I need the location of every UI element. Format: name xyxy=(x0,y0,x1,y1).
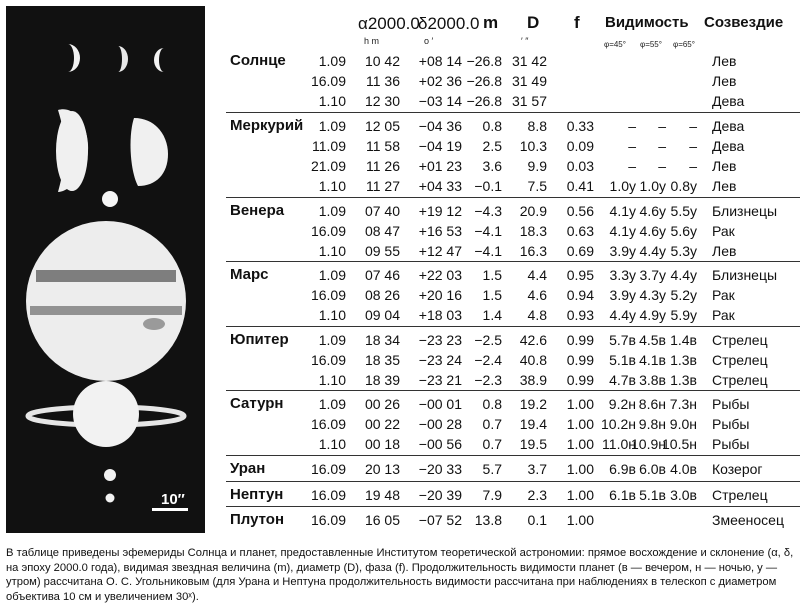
header-dec: δ2000.0 xyxy=(418,14,480,33)
cell-m: 0.7 xyxy=(482,436,502,452)
cell-date: 1.10 xyxy=(318,436,346,452)
cell-dec: +08 14 xyxy=(418,53,462,69)
cell-c: Рак xyxy=(712,223,735,239)
cell-date: 16.09 xyxy=(310,461,346,477)
cell-v3: 5.3у xyxy=(670,243,697,259)
cell-date: 1.09 xyxy=(318,203,346,219)
cell-dec: +16 53 xyxy=(418,223,462,239)
header-mag: m xyxy=(483,13,499,32)
cell-date: 1.10 xyxy=(318,178,346,194)
cell-f: 0.99 xyxy=(566,352,594,368)
cell-m: −2.5 xyxy=(474,332,502,348)
cell-c: Козерог xyxy=(712,461,763,477)
cell-f: 0.95 xyxy=(566,267,594,283)
group-separator xyxy=(226,455,800,456)
cell-ra: 12 30 xyxy=(364,93,400,109)
cell-v2: 8.6н xyxy=(638,396,666,412)
cell-c: Близнецы xyxy=(712,203,778,219)
cell-ra: 20 13 xyxy=(364,461,400,477)
cell-m: −2.3 xyxy=(474,372,502,388)
cell-v2: 4.6у xyxy=(639,223,666,239)
group-separator xyxy=(226,326,800,327)
cell-date: 1.10 xyxy=(318,93,346,109)
scale-bar xyxy=(152,508,188,511)
planet-name: Плутон xyxy=(230,511,285,528)
cell-c: Стрелец xyxy=(712,487,768,503)
header-diam-units: ′ ″ xyxy=(521,36,529,46)
cell-date: 11.09 xyxy=(312,138,346,154)
cell-date: 1.09 xyxy=(318,267,346,283)
cell-dec: −03 14 xyxy=(418,93,462,109)
cell-d: 4.4 xyxy=(527,267,547,283)
cell-c: Лев xyxy=(712,53,737,69)
cell-date: 16.09 xyxy=(310,487,346,503)
jupiter-red-spot xyxy=(143,318,165,330)
group-separator xyxy=(226,112,800,113)
group-separator xyxy=(226,197,800,198)
cell-f: 1.00 xyxy=(566,461,594,477)
jupiter-disc xyxy=(26,221,186,381)
cell-date: 1.10 xyxy=(318,243,346,259)
cell-v1: 1.0у xyxy=(609,178,636,194)
cell-date: 1.09 xyxy=(318,332,346,348)
planet-name: Венера xyxy=(230,202,285,219)
cell-d: 20.9 xyxy=(519,203,547,219)
cell-d: 10.3 xyxy=(519,138,547,154)
neptune-disc xyxy=(106,494,115,503)
cell-c: Лев xyxy=(712,178,737,194)
planet-name: Нептун xyxy=(230,486,284,503)
cell-c: Лев xyxy=(712,73,737,89)
cell-d: 18.3 xyxy=(519,223,547,239)
cell-ra: 19 48 xyxy=(364,487,400,503)
cell-v2: 5.1в xyxy=(639,487,666,503)
cell-ra: 00 22 xyxy=(364,416,400,432)
cell-d: 19.5 xyxy=(519,436,547,452)
cell-v3: 5.5у xyxy=(670,203,697,219)
group-separator xyxy=(226,506,800,507)
cell-f: 0.63 xyxy=(566,223,594,239)
cell-c: Змееносец xyxy=(712,512,784,528)
mars-disc xyxy=(102,191,118,207)
cell-c: Лев xyxy=(712,158,737,174)
cell-d: 3.7 xyxy=(527,461,547,477)
cell-c: Стрелец xyxy=(712,332,768,348)
cell-m: −26.8 xyxy=(466,53,502,69)
cell-dec: −20 33 xyxy=(418,461,462,477)
cell-d: 42.6 xyxy=(519,332,547,348)
cell-ra: 11 58 xyxy=(366,138,400,154)
cell-dec: −20 39 xyxy=(418,487,462,503)
planet-discs xyxy=(6,6,205,533)
cell-d: 31 49 xyxy=(511,73,547,89)
cell-date: 16.09 xyxy=(310,416,346,432)
cell-f: 0.69 xyxy=(566,243,594,259)
cell-m: 0.7 xyxy=(482,416,502,432)
uranus-disc xyxy=(104,469,116,481)
cell-f: 1.00 xyxy=(566,396,594,412)
cell-v2: 1.0у xyxy=(639,178,666,194)
cell-m: 7.9 xyxy=(482,487,502,503)
cell-ra: 12 05 xyxy=(364,118,400,134)
cell-date: 16.09 xyxy=(310,352,346,368)
cell-v3: – xyxy=(689,118,697,134)
caption-text: В таблице приведены эфемериды Солнца и планет, предоставленные Институтом теоретической астрономии: прямое восхождение и склонение (α, δ, на эпоху 2000.0 года), видимая звездная величина (m), диаметр (D), фаза (f). Продолжительность видимости планет (в — вечером, н — ночью, у — утром) рассчитана О. С. Угольниковым (для Урана и Нептуна продолжительность видимости рассчитана при наблюдениях в телескоп с диаметром объектива 10 см и увеличением 30ˣ). xyxy=(6,547,794,603)
header-phase: f xyxy=(574,13,580,32)
cell-f: 0.33 xyxy=(566,118,594,134)
cell-ra: 18 39 xyxy=(364,372,400,388)
cell-f: 1.00 xyxy=(566,436,594,452)
planet-name: Марс xyxy=(230,266,269,283)
cell-v2: – xyxy=(658,118,666,134)
cell-d: 4.6 xyxy=(527,287,547,303)
cell-ra: 00 18 xyxy=(364,436,400,452)
header-ra-units: h m xyxy=(364,36,380,46)
cell-v1: 4.7в xyxy=(609,372,636,388)
header-vis-55: φ=55° xyxy=(640,40,662,49)
cell-f: 0.94 xyxy=(566,287,594,303)
cell-f: 0.93 xyxy=(566,307,594,323)
cell-date: 16.09 xyxy=(310,73,346,89)
cell-dec: +22 03 xyxy=(418,267,462,283)
cell-v3: 1.3в xyxy=(670,352,697,368)
cell-m: −26.8 xyxy=(466,93,502,109)
cell-v1: 10.2н xyxy=(601,416,636,432)
cell-m: 1.5 xyxy=(482,267,502,283)
cell-date: 16.09 xyxy=(310,512,346,528)
cell-d: 0.1 xyxy=(527,512,547,528)
cell-ra: 11 26 xyxy=(366,158,400,174)
cell-f: 1.00 xyxy=(566,416,594,432)
cell-v1: – xyxy=(628,158,636,174)
cell-f: 1.00 xyxy=(566,512,594,528)
cell-v1: 6.9в xyxy=(609,461,636,477)
mercury-crescent-mid xyxy=(118,46,128,72)
cell-f: 0.41 xyxy=(566,178,594,194)
cell-ra: 08 26 xyxy=(364,287,400,303)
cell-m: 2.5 xyxy=(482,138,502,154)
planet-name: Солнце xyxy=(230,52,286,69)
cell-m: −4.3 xyxy=(474,203,502,219)
cell-d: 16.3 xyxy=(519,243,547,259)
cell-v2: 4.3у xyxy=(639,287,666,303)
cell-v3: 4.4у xyxy=(670,267,697,283)
header-vis-65: φ=65° xyxy=(673,40,695,49)
group-separator xyxy=(226,390,800,391)
cell-dec: +04 33 xyxy=(418,178,462,194)
cell-c: Близнецы xyxy=(712,267,778,283)
cell-v3: 5.9у xyxy=(670,307,697,323)
cell-v1: 5.1в xyxy=(609,352,636,368)
cell-f: 1.00 xyxy=(566,487,594,503)
planet-illustration-panel xyxy=(6,6,205,533)
cell-ra: 11 36 xyxy=(366,73,400,89)
header-vis-45: φ=45° xyxy=(604,40,626,49)
cell-v3: 0.8у xyxy=(670,178,697,194)
cell-d: 2.3 xyxy=(527,487,547,503)
cell-date: 21.09 xyxy=(310,158,346,174)
cell-d: 19.4 xyxy=(519,416,547,432)
cell-m: 1.4 xyxy=(482,307,502,323)
cell-v1: 4.4у xyxy=(609,307,636,323)
cell-v3: 1.4в xyxy=(670,332,697,348)
jupiter-band-north xyxy=(36,270,176,282)
cell-c: Рыбы xyxy=(712,436,750,452)
cell-dec: +02 36 xyxy=(418,73,462,89)
cell-m: −4.1 xyxy=(474,223,502,239)
cell-ra: 18 34 xyxy=(364,332,400,348)
cell-c: Стрелец xyxy=(712,372,768,388)
cell-v1: 4.1у xyxy=(609,203,636,219)
venus-large-body xyxy=(56,111,88,191)
cell-dec: −04 36 xyxy=(418,118,462,134)
cell-dec: −07 52 xyxy=(418,512,462,528)
cell-ra: 10 42 xyxy=(364,53,400,69)
cell-dec: −00 01 xyxy=(418,396,462,412)
planet-name: Сатурн xyxy=(230,395,284,412)
cell-ra: 16 05 xyxy=(364,512,400,528)
planet-name: Юпитер xyxy=(230,331,289,348)
cell-f: 0.09 xyxy=(566,138,594,154)
header-visibility: Видимость xyxy=(605,14,689,31)
cell-dec: −04 19 xyxy=(418,138,462,154)
cell-v2: 4.6у xyxy=(639,203,666,219)
cell-v3: – xyxy=(689,158,697,174)
saturn-disc xyxy=(73,381,139,447)
cell-ra: 07 46 xyxy=(364,267,400,283)
cell-dec: −00 56 xyxy=(418,436,462,452)
cell-c: Дева xyxy=(712,118,745,134)
cell-c: Рак xyxy=(712,307,735,323)
cell-c: Лев xyxy=(712,243,737,259)
mercury-crescent-right xyxy=(154,48,164,72)
cell-m: −2.4 xyxy=(474,352,502,368)
cell-date: 1.10 xyxy=(318,307,346,323)
cell-v2: 4.5в xyxy=(639,332,666,348)
cell-ra: 11 27 xyxy=(366,178,400,194)
jupiter-band-south xyxy=(30,306,182,315)
cell-v2: – xyxy=(658,158,666,174)
cell-ra: 08 47 xyxy=(364,223,400,239)
cell-d: 4.8 xyxy=(527,307,547,323)
cell-f: 0.56 xyxy=(566,203,594,219)
cell-m: 0.8 xyxy=(482,118,502,134)
cell-v3: 4.0в xyxy=(670,461,697,477)
cell-v2: 4.4у xyxy=(639,243,666,259)
cell-v3: 3.0в xyxy=(670,487,697,503)
cell-v2: 3.7у xyxy=(639,267,666,283)
cell-c: Рыбы xyxy=(712,416,750,432)
cell-v1: – xyxy=(628,118,636,134)
cell-c: Рыбы xyxy=(712,396,750,412)
cell-d: 38.9 xyxy=(519,372,547,388)
group-separator xyxy=(226,261,800,262)
cell-f: 0.99 xyxy=(566,332,594,348)
cell-c: Дева xyxy=(712,138,745,154)
scale-label: 10″ xyxy=(161,491,185,508)
cell-c: Дева xyxy=(712,93,745,109)
planet-name: Уран xyxy=(230,460,266,477)
cell-date: 16.09 xyxy=(310,287,346,303)
cell-date: 1.09 xyxy=(318,53,346,69)
cell-m: 0.8 xyxy=(482,396,502,412)
header-diam: D xyxy=(527,13,540,32)
cell-dec: +20 16 xyxy=(418,287,462,303)
cell-v3: 5.2у xyxy=(670,287,697,303)
mercury-crescent-left xyxy=(68,44,80,72)
cell-m: −4.1 xyxy=(474,243,502,259)
cell-f: 0.99 xyxy=(566,372,594,388)
cell-m: −26.8 xyxy=(466,73,502,89)
cell-v1: 9.2н xyxy=(608,396,636,412)
cell-date: 16.09 xyxy=(310,223,346,239)
cell-v2: – xyxy=(658,138,666,154)
cell-date: 1.10 xyxy=(318,372,346,388)
cell-dec: +19 12 xyxy=(418,203,462,219)
venus-small xyxy=(131,118,168,186)
cell-v2: 10.9н xyxy=(631,436,666,452)
cell-v3: 7.3н xyxy=(669,396,697,412)
cell-v3: 5.6у xyxy=(670,223,697,239)
cell-d: 7.5 xyxy=(527,178,547,194)
cell-m: 5.7 xyxy=(482,461,502,477)
cell-v3: 9.0н xyxy=(669,416,697,432)
cell-v3: – xyxy=(689,138,697,154)
cell-ra: 09 55 xyxy=(364,243,400,259)
cell-dec: +12 47 xyxy=(418,243,462,259)
cell-v3: 10.5н xyxy=(662,436,697,452)
cell-dec: −23 23 xyxy=(418,332,462,348)
cell-dec: −23 21 xyxy=(418,372,462,388)
cell-m: 3.6 xyxy=(482,158,502,174)
header-dec-units: о ′ xyxy=(424,36,434,46)
cell-d: 31 42 xyxy=(511,53,547,69)
cell-v2: 4.9у xyxy=(639,307,666,323)
cell-v1: 4.1у xyxy=(609,223,636,239)
cell-v1: 3.3у xyxy=(609,267,636,283)
cell-ra: 07 40 xyxy=(364,203,400,219)
cell-dec: −23 24 xyxy=(418,352,462,368)
cell-dec: −00 28 xyxy=(418,416,462,432)
cell-v1: 3.9у xyxy=(609,243,636,259)
header-constellation: Созвездие xyxy=(704,14,784,31)
cell-v1: 5.7в xyxy=(609,332,636,348)
cell-ra: 00 26 xyxy=(364,396,400,412)
cell-v1: – xyxy=(628,138,636,154)
planet-name: Меркурий xyxy=(230,117,304,134)
cell-dec: +18 03 xyxy=(418,307,462,323)
cell-d: 8.8 xyxy=(527,118,547,134)
cell-v2: 6.0в xyxy=(639,461,666,477)
cell-c: Рак xyxy=(712,287,735,303)
cell-ra: 09 04 xyxy=(364,307,400,323)
cell-m: 13.8 xyxy=(474,512,502,528)
cell-v2: 9.8н xyxy=(638,416,666,432)
cell-f: 0.03 xyxy=(566,158,594,174)
cell-date: 1.09 xyxy=(318,118,346,134)
header-ra: α2000.0 xyxy=(358,14,420,33)
cell-v1: 3.9у xyxy=(609,287,636,303)
cell-ra: 18 35 xyxy=(364,352,400,368)
cell-v1: 11.0н xyxy=(602,436,636,452)
cell-m: 1.5 xyxy=(482,287,502,303)
cell-date: 1.09 xyxy=(318,396,346,412)
cell-d: 40.8 xyxy=(519,352,547,368)
cell-d: 31 57 xyxy=(511,93,547,109)
cell-d: 19.2 xyxy=(519,396,547,412)
cell-v1: 6.1в xyxy=(609,487,636,503)
cell-v2: 4.1в xyxy=(639,352,666,368)
cell-v3: 1.3в xyxy=(670,372,697,388)
cell-dec: +01 23 xyxy=(418,158,462,174)
cell-v2: 3.8в xyxy=(639,372,666,388)
cell-m: −0.1 xyxy=(474,178,502,194)
cell-d: 9.9 xyxy=(527,158,547,174)
group-separator xyxy=(226,481,800,482)
cell-c: Стрелец xyxy=(712,352,768,368)
